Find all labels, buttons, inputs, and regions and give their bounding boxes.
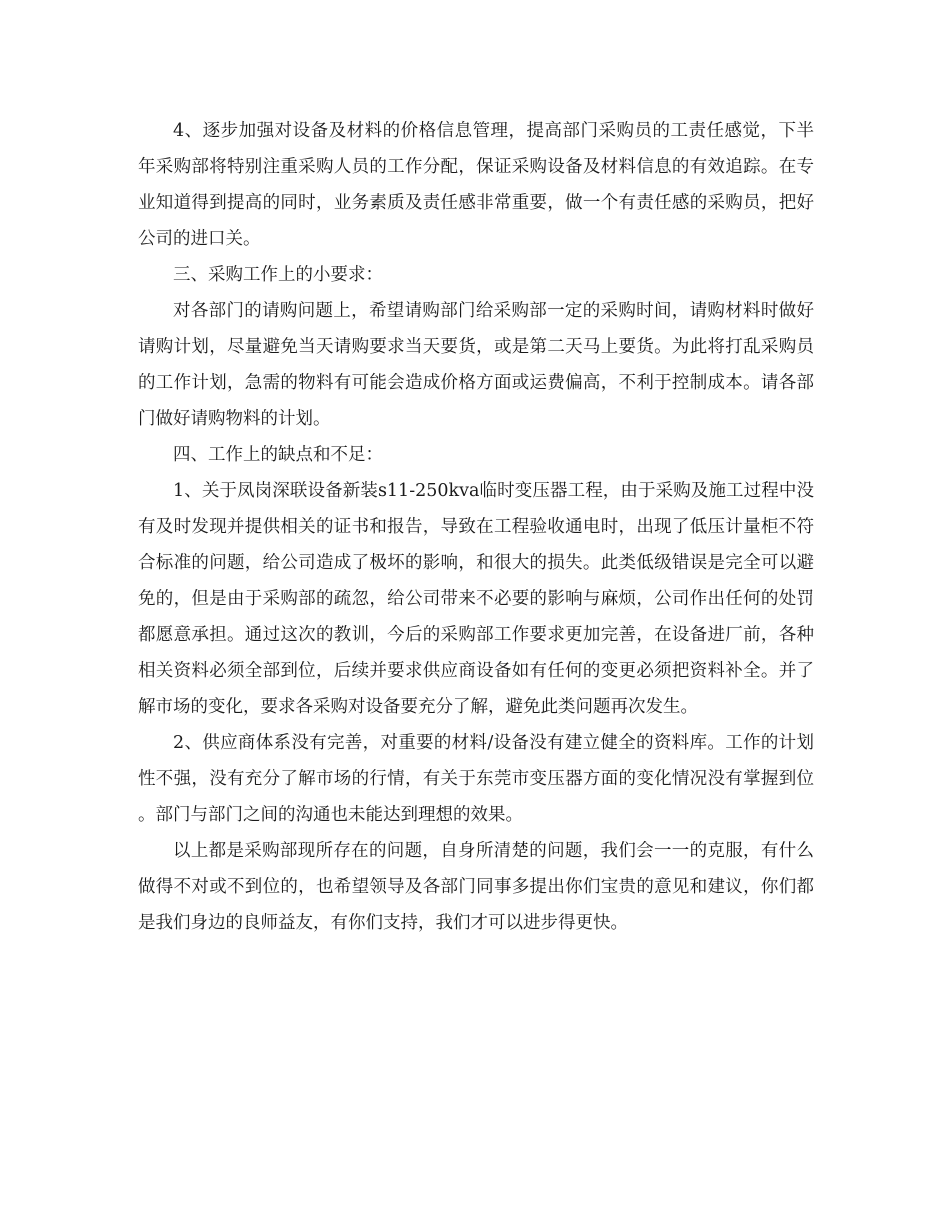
- paragraph-price-management: 4、逐步加强对设备及材料的价格信息管理，提高部门采购员的工责任感觉，下半年采购部将特别注重采购人员的工作分配，保证采购设备及材料信息的有效追踪。在专业知道得到提高的同时，业务素质及责任感非常重要，做一个有责任感的采购员，把好公司的进口关。: [138, 121, 814, 249]
- heading-procurement-requirements: 三、采购工作上的小要求：: [173, 265, 383, 285]
- paragraph-supplier-system: 2、供应商体系没有完善，对重要的材料/设备没有建立健全的资料库。工作的计划性不强，没有充分了解市场的行情，有关于东莞市变压器方面的变化情况没有掌握到位。部门与部门之间的沟通也未能达到理想的效果。: [138, 733, 814, 825]
- paragraph-conclusion: 以上都是采购部现所存在的问题，自身所清楚的问题，我们会一一的克服，有什么做得不对或不到位的，也希望领导及各部门同事多提出你们宝贵的意见和建议，你们都是我们身边的良师益友，有你们支持，我们才可以进步得更快。: [138, 841, 814, 933]
- paragraph-purchase-requests: 对各部门的请购问题上，希望请购部门给采购部一定的采购时间，请购材料时做好请购计划，尽量避免当天请购要求当天要货，或是第二天马上要货。为此将打乱采购员的工作计划，急需的物料有可能会造成价格方面或运费偏高，不利于控制成本。请各部门做好请购物料的计划。: [138, 301, 814, 429]
- paragraph-transformer-project: 1、关于凤岗深联设备新装s11-250kva临时变压器工程，由于采购及施工过程中没有及时发现并提供相关的证书和报告，导致在工程验收通电时，出现了低压计量柜不符合标准的问题，给公司造成了极坏的影响，和很大的损失。此类低级错误是完全可以避免的，但是由于采购部的疏忽，给公司带来不必要的影响与麻烦，公司作出任何的处罚都愿意承担。通过这次的教训，今后的采购部工作要求更加完善，在设备进厂前，各种相关资料必须全部到位，后续并要求供应商设备如有任何的变更必须把资料补全。并了解市场的变化，要求各采购对设备要充分了解，避免此类问题再次发生。: [138, 481, 814, 717]
- document-body: [138, 113, 814, 941]
- heading-shortcomings: 四、工作上的缺点和不足：: [173, 445, 383, 465]
